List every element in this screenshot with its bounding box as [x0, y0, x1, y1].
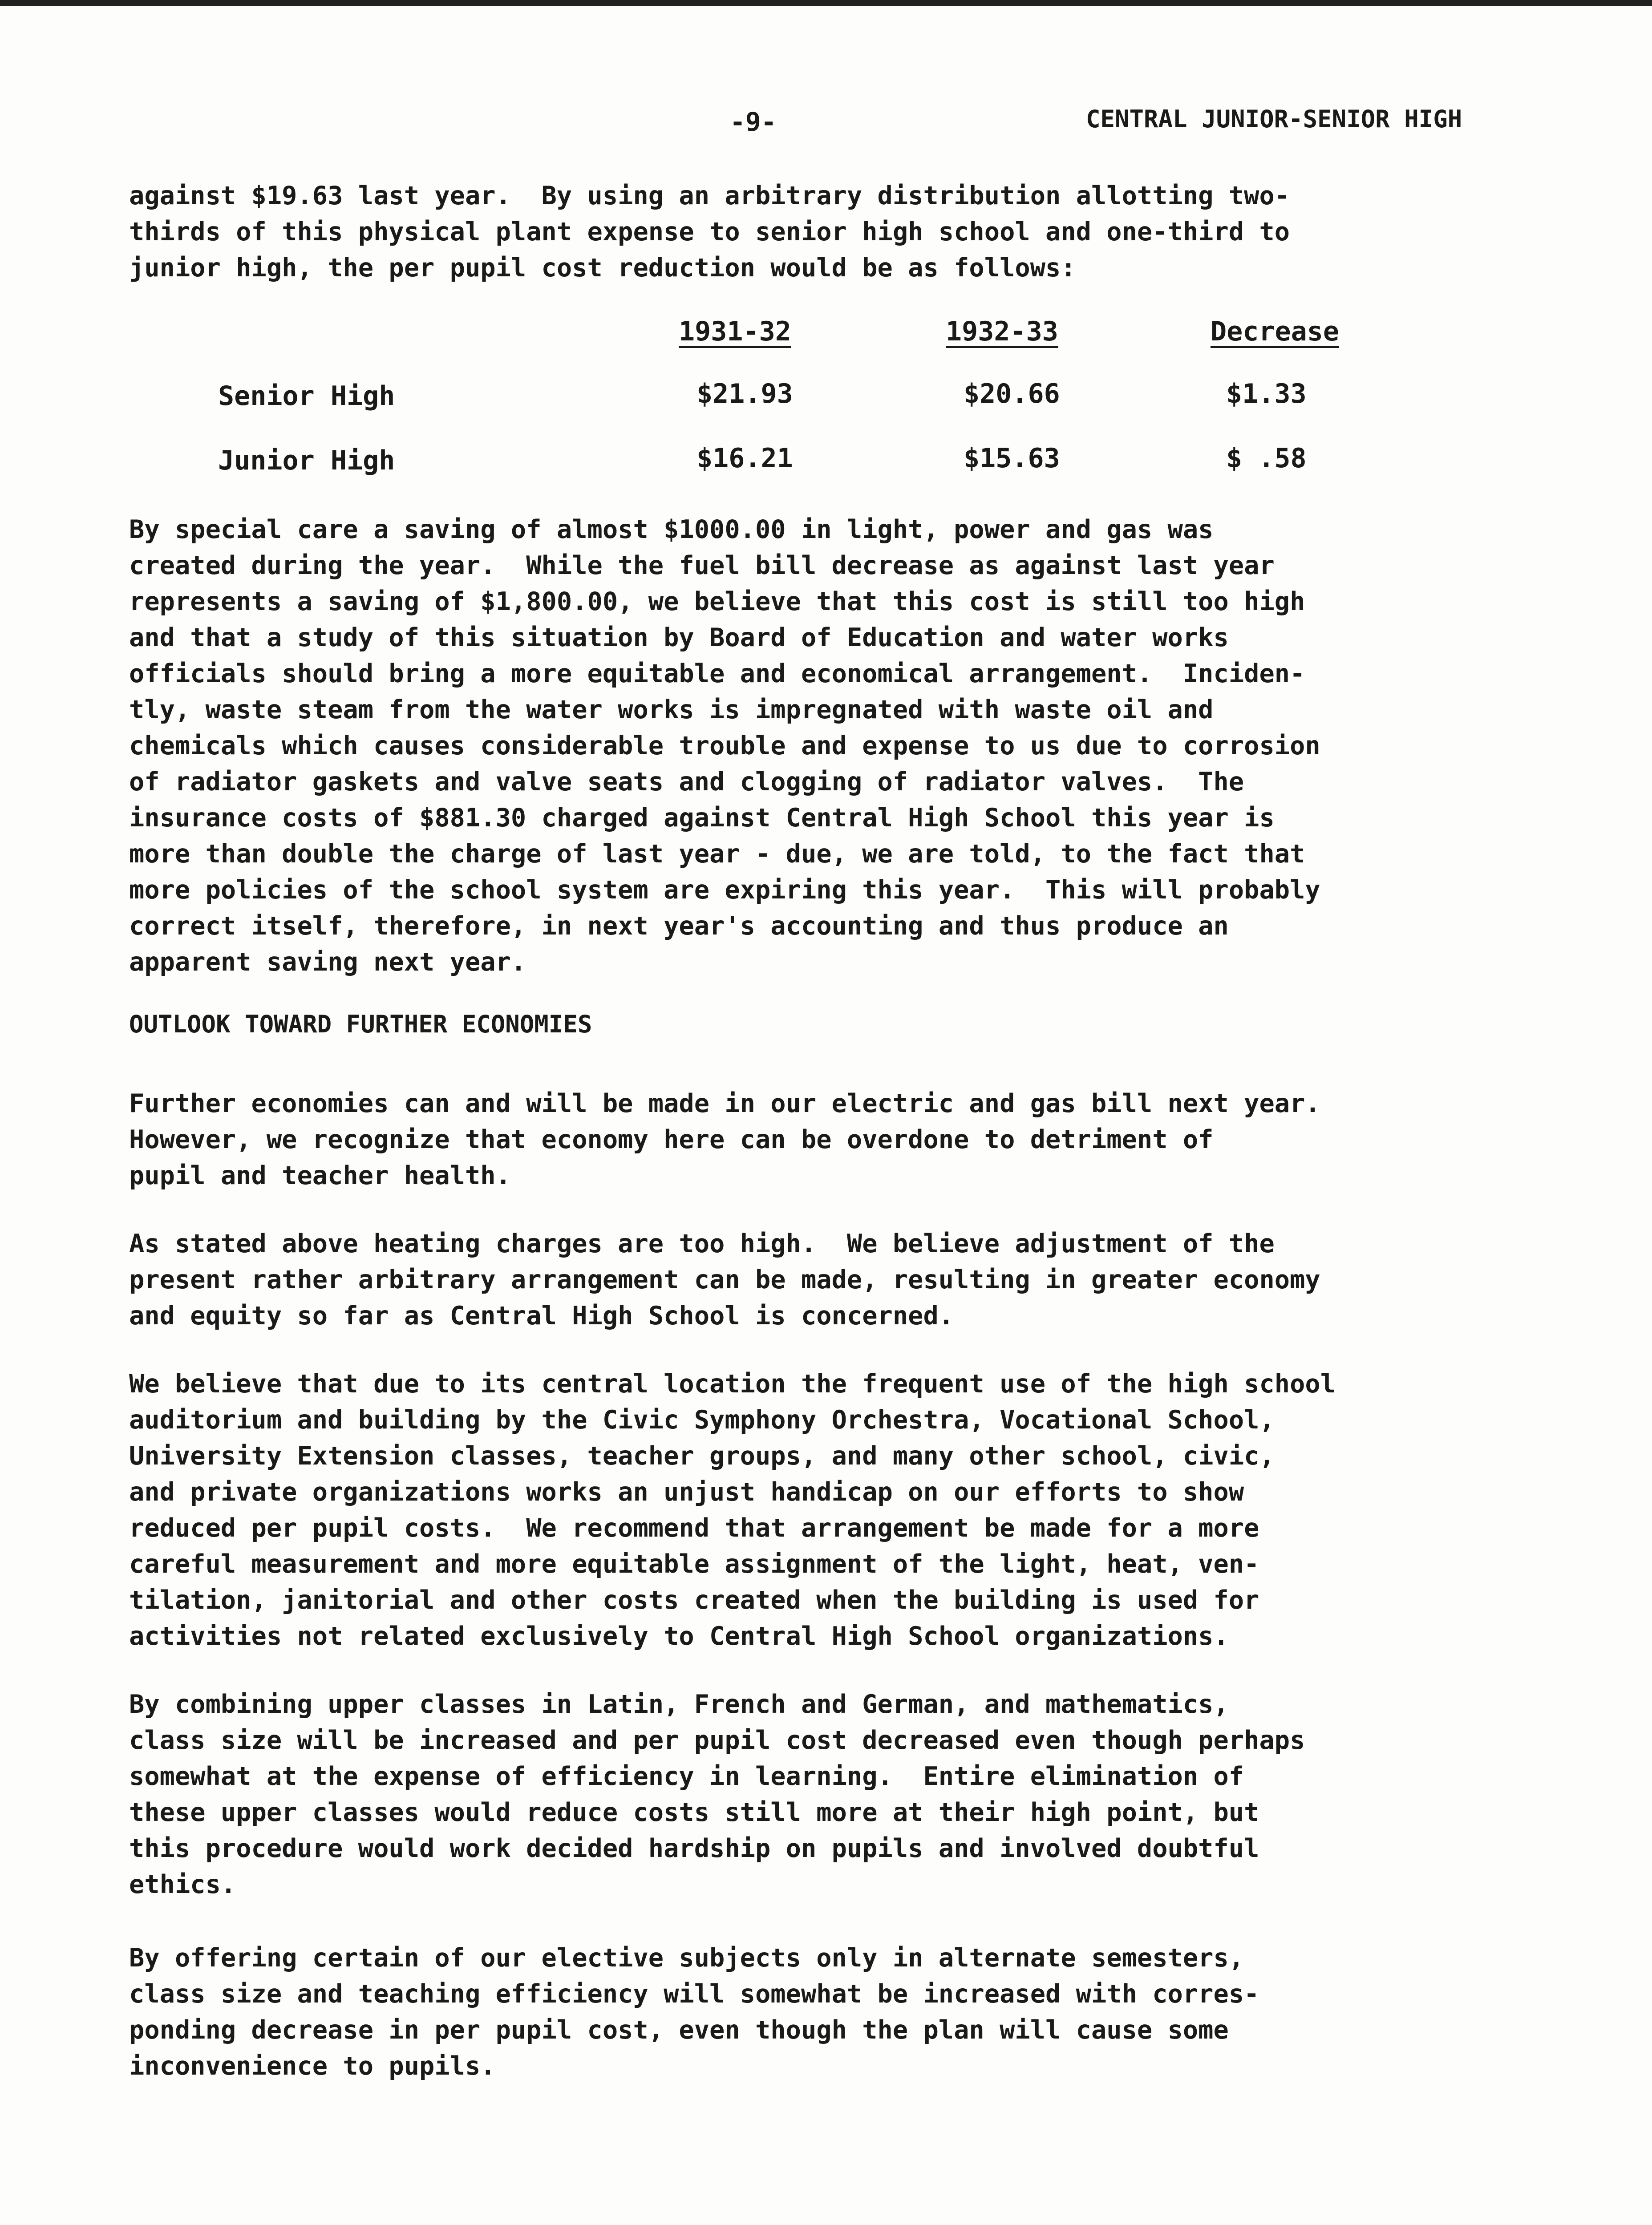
page-number: -9- [730, 107, 777, 137]
scan-top-edge [0, 0, 1652, 6]
column-header-1931-32: 1931-32 [679, 316, 791, 347]
paragraph-alternate-semesters: By offering certain of our elective subjects only in alternate semesters, class size and teaching efficiency will somewhat be increased with corres- ponding decrease in per pupil cost, even though the plan will cause some inconvenience to pupils. [129, 1943, 1259, 2081]
cell-senior-1931-32: $21.93 [696, 378, 793, 409]
paragraph-heating: As stated above heating charges are too high. We believe adjustment of the present rather arbitrary arrangement can be made, resulting in greater economy and equity so far as Central High School is concerned. [129, 1229, 1320, 1331]
running-header-title: CENTRAL JUNIOR-SENIOR HIGH [1086, 105, 1462, 133]
paragraph-electric-gas: Further economies can and will be made in our electric and gas bill next year. However, we recognize that economy here can be overdone to detriment of pupil and teacher health. [129, 1089, 1320, 1190]
cell-junior-1931-32: $16.21 [696, 443, 793, 474]
paragraph-central-location: We believe that due to its central location the frequent use of the high school auditorium and building by the Civic Symphony Orchestra, Vocational School, University Extension classes, teacher groups, and many other school, civic, and private organizations works an unjust handicap on our efforts to show reduced per pupil costs. We recommend that arrangement be made for a more careful measurement and more equitable assignment of the light, heat, ven- tilation, janitorial and other costs created when the building is used for activities not related exclusively to Central High School organizations. [129, 1369, 1336, 1651]
cell-senior-decrease: $1.33 [1226, 378, 1307, 409]
paragraph-combining-classes: By combining upper classes in Latin, French and German, and mathematics, class size will be increased and per pupil cost decreased even though perhaps somewhat at the expense of efficiency in learning. Entire elimination of these upper classes would reduce costs still more at their high point, but this procedure would work decided hardship on pupils and involved doubtful ethics. [129, 1690, 1305, 1899]
column-header-1932-33: 1932-33 [946, 316, 1058, 347]
row-label-senior-high: Senior High [218, 380, 395, 412]
savings-paragraph: By special care a saving of almost $1000.00 in light, power and gas was created during the year. While the fuel bill decrease as against last year represents a saving of $1,800.00, we believe that this cost is still too high and that a study of this situation by Board of Education and water works officials should bring a more equitable and economical arrangement. Inciden- tly, waste steam from the water works is impregnated with waste oil and chemicals which causes considerable trouble and expense to us due to corrosion of radiator gaskets and valve seats and clogging of radiator valves. The insurance costs of $881.30 charged against Central High School this year is more than double the charge of last year - due, we are told, to the fact that more policies of the school system are expiring this year. This will probably correct itself, therefore, in next year's accounting and thus produce an apparent saving next year. [129, 515, 1320, 977]
intro-paragraph: against $19.63 last year. By using an arbitrary distribution allotting two- thirds of this physical plant expense to senior high school and one-third to junior high, the per pupil cost reduction would be as follows: [129, 181, 1290, 283]
cell-junior-1932-33: $15.63 [964, 443, 1060, 474]
row-label-junior-high: Junior High [218, 445, 395, 476]
cell-senior-1932-33: $20.66 [964, 378, 1060, 409]
section-heading: OUTLOOK TOWARD FURTHER ECONOMIES [129, 1010, 592, 1038]
column-header-decrease: Decrease [1211, 316, 1339, 347]
cell-junior-decrease: $ .58 [1226, 443, 1307, 474]
